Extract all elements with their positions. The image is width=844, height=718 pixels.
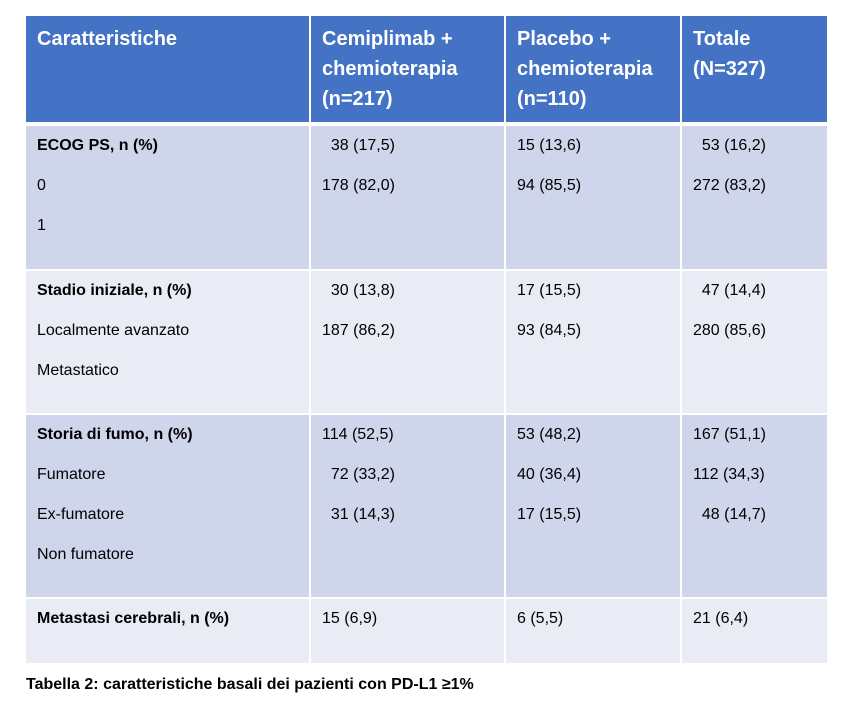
cell-value: 114 (52,5): [322, 426, 394, 443]
cell-cemiplimab: [310, 414, 505, 598]
table-header-row: [26, 16, 827, 124]
cell-value: 15 (13,6): [517, 137, 582, 154]
header-totale-line-1: Totale: [693, 28, 751, 50]
cell-label: [26, 270, 310, 414]
characteristics-table-container: [26, 16, 827, 665]
cell-value: 17 (15,5): [517, 506, 582, 523]
cell-placebo: [505, 124, 681, 270]
cell-value: 31 (14,3): [322, 506, 395, 523]
header-placebo-line-2: chemioterapia: [517, 58, 653, 80]
cell-value: 21 (6,4): [693, 610, 749, 627]
cell-value: 38 (17,5): [322, 137, 395, 154]
header-placebo-line-3: (n=110): [517, 88, 587, 110]
row-sublabel: Ex-fumatore: [37, 506, 125, 523]
header-cemiplimab: [310, 16, 505, 124]
header-cemiplimab-line-3: (n=217): [322, 88, 393, 110]
cell-value: 48 (14,7): [693, 506, 766, 523]
cell-value: 6 (5,5): [517, 610, 564, 627]
cell-totale: [681, 124, 827, 270]
row-heading: Metastasi cerebrali, n (%): [37, 610, 230, 627]
row-sublabel: 1: [37, 217, 46, 234]
table-caption: Tabella 2: caratteristiche basali dei pazienti con PD-L1 ≥1%: [26, 676, 474, 693]
table-row-stadio: [26, 270, 827, 414]
cell-cemiplimab: [310, 598, 505, 664]
cell-value: 272 (83,2): [693, 177, 766, 194]
characteristics-table: [26, 16, 827, 665]
cell-value: 94 (85,5): [517, 177, 582, 194]
cell-value: 15 (6,9): [322, 610, 378, 627]
header-totale-line-2: (N=327): [693, 58, 766, 80]
row-sublabel: Metastatico: [37, 362, 119, 379]
header-characteristics-label: Caratteristiche: [37, 28, 178, 50]
cell-value: 72 (33,2): [322, 466, 395, 483]
row-sublabel: 0: [37, 177, 46, 194]
cell-label: [26, 414, 310, 598]
cell-value: 47 (14,4): [693, 282, 766, 299]
table-row-fumo: [26, 414, 827, 598]
cell-value: 93 (84,5): [517, 322, 582, 339]
header-placebo-line-1: Placebo +: [517, 28, 611, 50]
cell-totale: [681, 598, 827, 664]
cell-totale: [681, 414, 827, 598]
cell-value: 167 (51,1): [693, 426, 766, 443]
cell-value: 280 (85,6): [693, 322, 766, 339]
table-row-ecog: [26, 124, 827, 270]
header-cemiplimab-line-2: chemioterapia: [322, 58, 458, 80]
cell-value: 53 (16,2): [693, 137, 766, 154]
header-placebo: [505, 16, 681, 124]
row-heading: Storia di fumo, n (%): [37, 426, 193, 443]
cell-cemiplimab: [310, 124, 505, 270]
cell-label: [26, 598, 310, 664]
cell-value: 30 (13,8): [322, 282, 395, 299]
cell-totale: [681, 270, 827, 414]
cell-value: 53 (48,2): [517, 426, 582, 443]
cell-value: 187 (86,2): [322, 322, 395, 339]
header-characteristics: [26, 16, 310, 124]
cell-label: [26, 124, 310, 270]
row-sublabel: Fumatore: [37, 466, 106, 483]
cell-placebo: [505, 270, 681, 414]
cell-value: 40 (36,4): [517, 466, 582, 483]
row-heading: ECOG PS, n (%): [37, 137, 158, 154]
cell-value: 17 (15,5): [517, 282, 582, 299]
table-row-metastasi: [26, 598, 827, 664]
header-totale: [681, 16, 827, 124]
row-heading: Stadio iniziale, n (%): [37, 282, 192, 299]
cell-value: 112 (34,3): [693, 466, 765, 483]
row-sublabel: Non fumatore: [37, 546, 134, 563]
cell-placebo: [505, 598, 681, 664]
cell-placebo: [505, 414, 681, 598]
header-cemiplimab-line-1: Cemiplimab +: [322, 28, 453, 50]
cell-cemiplimab: [310, 270, 505, 414]
cell-value: 178 (82,0): [322, 177, 395, 194]
row-sublabel: Localmente avanzato: [37, 322, 190, 339]
